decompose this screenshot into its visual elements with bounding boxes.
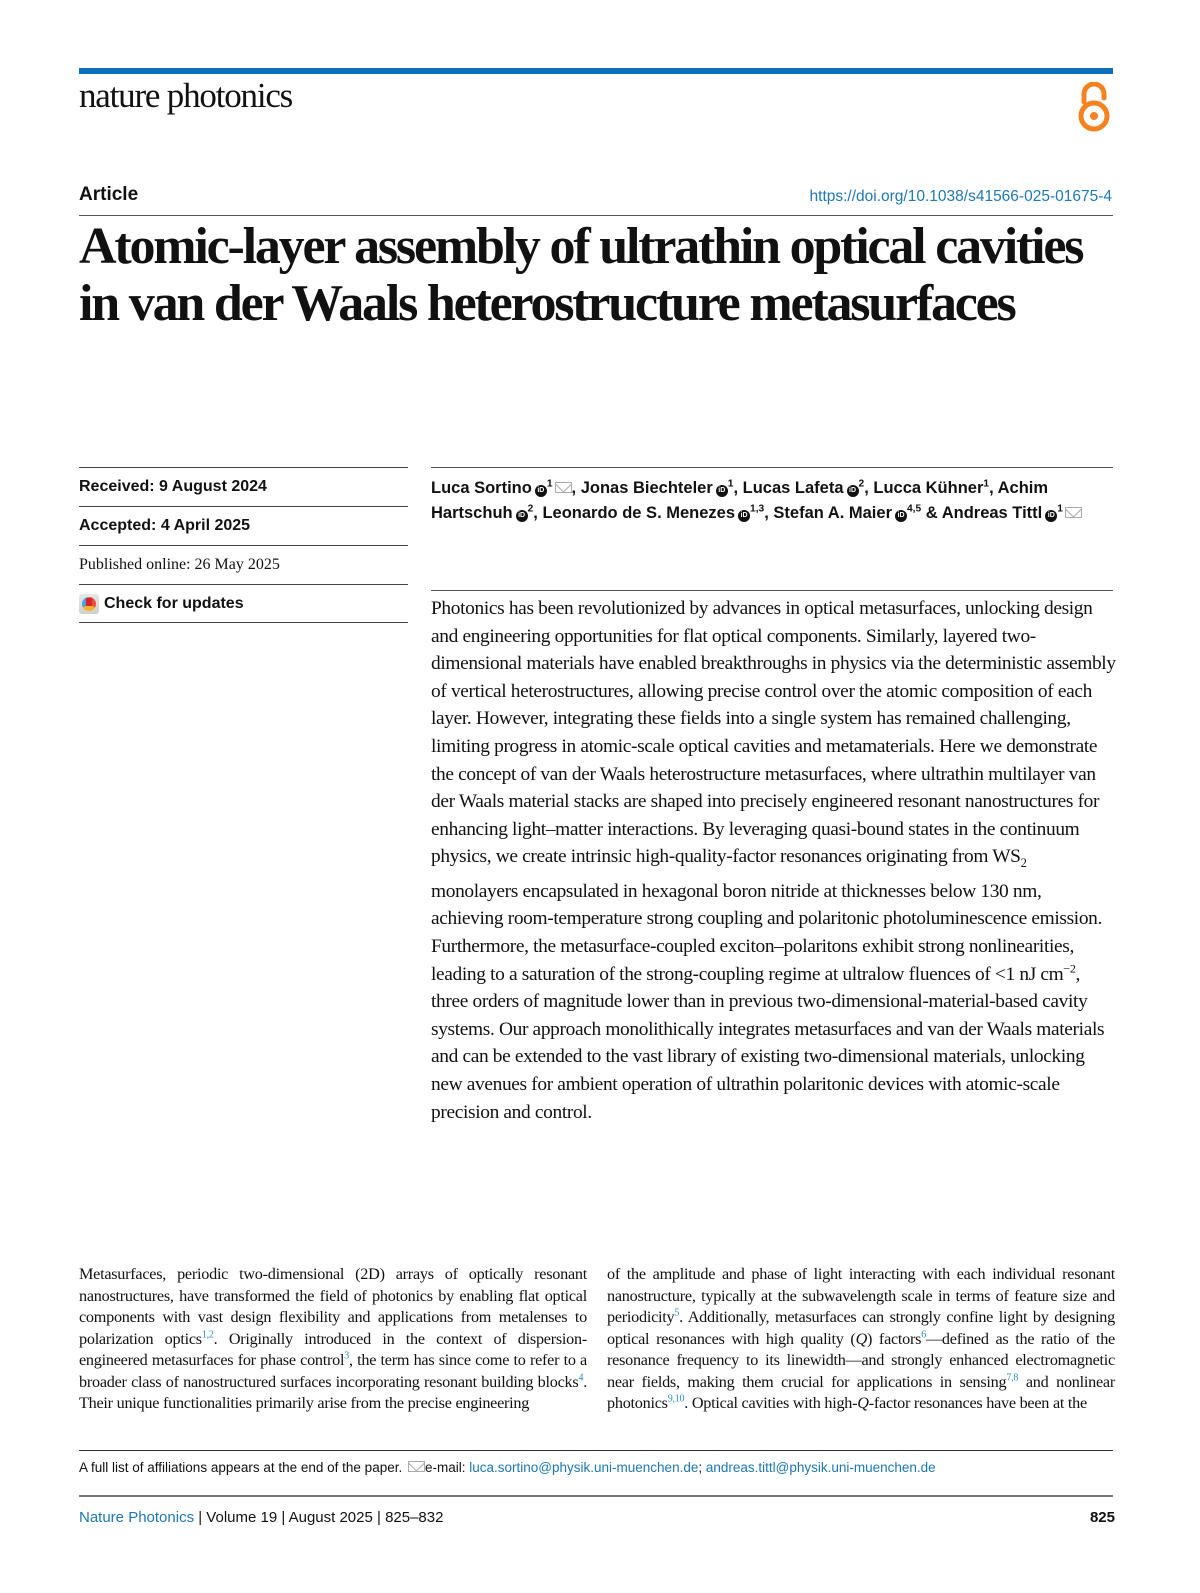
author[interactable]: Andreas Tittl $iD^1$ bbox=[942, 504, 1082, 522]
doi-link[interactable]: https://doi.org/10.1038/s41566-025-01675-4 bbox=[809, 188, 1112, 205]
check-for-updates-icon bbox=[79, 594, 99, 614]
page-number: 825 bbox=[1089, 1509, 1115, 1526]
orcid-icon[interactable]: iD bbox=[716, 485, 728, 497]
article-type: Article bbox=[79, 184, 139, 205]
orcid-icon[interactable]: iD bbox=[1045, 510, 1057, 522]
published-date: Published online: 26 May 2025 bbox=[79, 545, 408, 584]
affiliation-number: 1,3 bbox=[750, 503, 765, 515]
author-list: Luca Sortino $iD^1$ , Jonas Biechteler $iD^1$, Lucas Lafeta $iD^2$, Lucca Kühner$^1$, Achim Hartschuh $iD^2$, Leonardo de S. Menezes iD$^{1,3}$, Stefan A. Maier iD$^{4,5}$ & Andreas Tittl $iD^1$ bbox=[431, 476, 1121, 526]
affiliation-number: 1 bbox=[727, 478, 734, 490]
body-column-right: of the amplitude and phase of light interacting with each individual resonant nanostructure, typically at the subwavelength scale in terms of feature size and periodicity$^5$. Additionally, metasurfaces can strongly confine light by designing optical resonances with high quality (Q) factors$^6$—defined as the ratio of the resonance frequency to its linewidth—and strongly enhanced electromagnetic near fields, making them crucial for applications in sensing$^{7,8}$ and nonlinear photonics$^{9,10}$. Optical cavities with high-Q-factor resonances have been at the bbox=[607, 1265, 1115, 1412]
footer-citation: Nature Photonics | Volume 19 | August 2025 | 825–832 bbox=[79, 1509, 444, 1526]
email-link-tittl[interactable]: andreas.tittl@physik.uni-muenchen.de bbox=[705, 1460, 936, 1475]
affiliations-footnote: A full list of affiliations appears at the end of the paper. e-mail: luca.sortino@physik.uni-muenchen.de; andreas.tittl@physik.uni-muenchen.de bbox=[79, 1460, 936, 1475]
reference-link[interactable]: 6 bbox=[921, 1329, 926, 1341]
abstract-divider bbox=[431, 590, 1113, 591]
received-date: Received: 9 August 2024 bbox=[79, 467, 408, 506]
author[interactable]: Jonas Biechteler $iD^1$ bbox=[580, 478, 734, 497]
reference-link[interactable]: 3 bbox=[344, 1350, 350, 1362]
footer-journal-link[interactable]: Nature Photonics bbox=[79, 1509, 195, 1526]
author[interactable]: Lucca Kühner$^1$ bbox=[873, 478, 990, 497]
reference-link[interactable]: 9,10 bbox=[667, 1393, 685, 1405]
affiliation-number: 2 bbox=[527, 503, 534, 515]
author[interactable]: Lucas Lafeta $iD^2$ bbox=[742, 478, 865, 497]
affiliation-number: 1 bbox=[983, 478, 990, 490]
orcid-icon[interactable]: iD bbox=[516, 510, 528, 522]
title-divider bbox=[79, 215, 1113, 216]
reference-link[interactable]: 1,2 bbox=[201, 1329, 214, 1341]
orcid-icon[interactable]: iD bbox=[895, 510, 907, 522]
orcid-icon[interactable]: iD bbox=[738, 510, 750, 522]
affiliation-number: 1 bbox=[546, 478, 553, 490]
reference-link[interactable]: 5 bbox=[674, 1307, 680, 1319]
dates-panel bbox=[79, 467, 408, 623]
footer-divider bbox=[79, 1495, 1113, 1497]
authors-divider bbox=[431, 467, 1113, 468]
journal-accent-bar bbox=[79, 68, 1113, 74]
author[interactable]: Luca Sortino $iD^1$ bbox=[431, 479, 572, 497]
orcid-icon[interactable]: iD bbox=[535, 485, 547, 497]
reference-link[interactable]: 4 bbox=[578, 1372, 584, 1384]
envelope-icon bbox=[408, 1461, 425, 1472]
journal-logo: nature photonics bbox=[79, 76, 293, 115]
accepted-date: Accepted: 4 April 2025 bbox=[79, 506, 408, 545]
author[interactable]: Leonardo de S. Menezes iD$^{1,3}$ bbox=[542, 503, 765, 522]
envelope-icon[interactable] bbox=[1065, 507, 1082, 518]
reference-link[interactable]: 7,8 bbox=[1006, 1372, 1019, 1384]
author[interactable]: Achim Hartschuh $iD^2$ bbox=[431, 479, 1049, 522]
check-for-updates-button[interactable]: Check for updates bbox=[79, 584, 408, 623]
open-access-lock-icon bbox=[1076, 82, 1112, 132]
orcid-icon[interactable]: iD bbox=[847, 485, 859, 497]
footnote-divider bbox=[79, 1450, 1113, 1451]
author[interactable]: Stefan A. Maier iD$^{4,5}$ bbox=[773, 503, 922, 522]
article-title: Atomic-layer assembly of ultrathin optical cavities in van der Waals heterostructure metasurfaces bbox=[79, 218, 1083, 332]
abstract: Photonics has been revolutionized by advances in optical metasurfaces, unlocking design and engineering opportunities for flat optical components. Similarly, layered two-dimensional materials have enabled breakthroughs in physics via the deterministic assembly of vertical heterostructures, allowing precise control over the atomic composition of each layer. However, integrating these fields into a single system has remained challenging, limiting progress in atomic-scale optical cavities and metamaterials. Here we demonstrate the concept of van der Waals heterostructure metasurfaces, where ultrathin multilayer van der Waals material stacks are shaped into precisely engineered resonant nanostructures for enhancing light–matter interactions. By leveraging quasi-bound states in the continuum physics, we create intrinsic high-quality-factor resonances originating from $WS_2$ monolayers encapsulated in hexagonal boron nitride at thicknesses below 130 nm, achieving room-temperature strong coupling and polaritonic photoluminescence emission. Furthermore, the metasurface-coupled exciton–polaritons exhibit strong nonlinearities, leading to a saturation of the strong-coupling regime at ultralow fluences of <1 nJ $cm^{-2}$, three orders of magnitude lower than in previous two-dimensional-material-based cavity systems. Our approach monolithically integrates metasurfaces and van der Waals materials and can be extended to the vast library of existing two-dimensional materials, unlocking new avenues for ambient operation of ultrathin polaritonic devices with atomic-scale precision and control. bbox=[431, 598, 1116, 1123]
affiliation-number: 4,5 bbox=[907, 503, 922, 515]
email-link-sortino[interactable]: luca.sortino@physik.uni-muenchen.de bbox=[469, 1460, 699, 1475]
body-column-left: Metasurfaces, periodic two-dimensional (2D) arrays of optically resonant nanostructures, have transformed the field of photonics by enabling flat optical components with vast design flexibility and applications from metalenses to polarization optics$^{1,2}$. Originally introduced in the context of dispersion-engineered metasurfaces for phase control$^3$, the term has since come to refer to a broader class of nanostructured surfaces incorporating resonant building blocks$^4$. Their unique functionalities primarily arise from the precise engineering bbox=[79, 1265, 587, 1412]
affiliation-number: 2 bbox=[858, 478, 865, 490]
envelope-icon[interactable] bbox=[555, 482, 572, 493]
affiliation-number: 1 bbox=[1057, 503, 1063, 515]
